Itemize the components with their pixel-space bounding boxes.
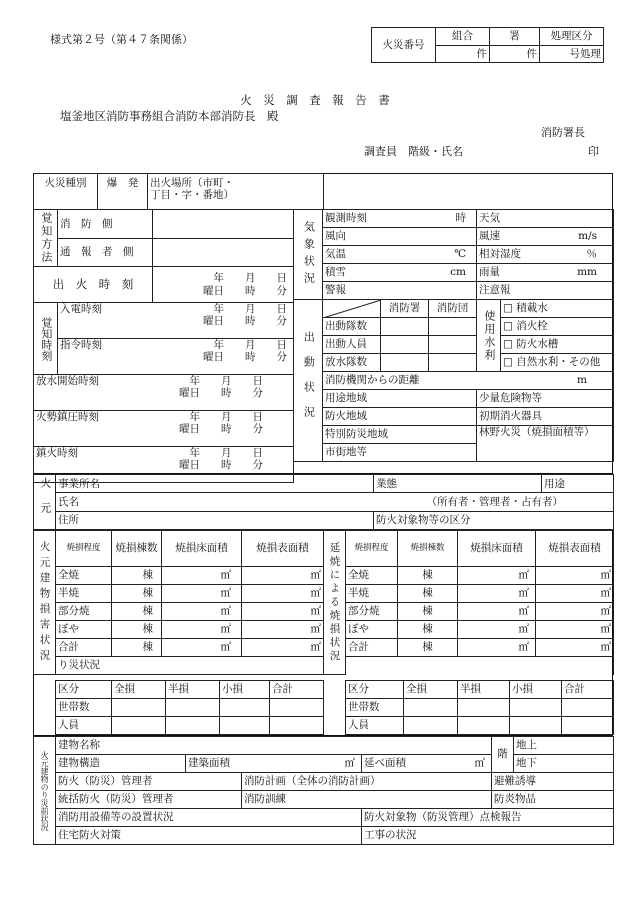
right-degree-header: 焼損程度 — [346, 531, 398, 567]
dispatch-persons-station[interactable] — [381, 336, 429, 354]
origin-place-label: 出火場所（市町・ — [150, 177, 234, 189]
humidity[interactable]: 相対湿度 ％ — [477, 246, 614, 264]
inspection-report[interactable]: 防火対象物（防災管理）点検報告 — [362, 809, 614, 827]
dispatch-units-label: 出動隊数 — [323, 318, 381, 336]
outbreak-time-label: 出 火 時 刻 — [34, 267, 153, 303]
page-title: 火 災 調 査 報 告 書 — [240, 93, 390, 107]
outbreak-time-value[interactable]: 年 月 日 曜日 時 分 — [153, 267, 294, 303]
damage-right-label: 延焼による焼損状況 — [324, 531, 346, 675]
union-count[interactable]: 件 — [436, 45, 490, 63]
investigator-label: 調査員 階級・氏名 — [364, 145, 463, 158]
header-union: 組合 — [436, 28, 490, 46]
total-floor-area[interactable]: 延べ面積 ㎡ — [362, 755, 492, 773]
fire-number-box — [371, 27, 604, 63]
alarm[interactable]: 警報 — [323, 282, 477, 300]
construction-status[interactable]: 工事の状況 — [362, 827, 614, 845]
tel-time[interactable]: 入電時刻 年 月 日 曜日 時 分 — [58, 303, 294, 339]
left-degree-header: 焼損程度 — [56, 531, 112, 567]
dispatch-persons-label: 出動人員 — [323, 336, 381, 354]
evacuation[interactable]: 避難誘導 — [492, 773, 614, 791]
damage-left-label: 火元建物損害状況 — [34, 531, 56, 675]
dispatch-units-station[interactable] — [381, 318, 429, 336]
right-row-label: 合計 — [346, 639, 398, 657]
wind-speed[interactable]: 風速 m/s — [477, 228, 614, 246]
left-floor-header: 焼損床面積 — [162, 531, 242, 567]
right-row-label: ぼや — [346, 621, 398, 639]
diagonal-line-icon — [323, 300, 381, 318]
fire-type-label: 火災種別 — [34, 174, 98, 210]
damage-left-table: 火元建物損害状況 焼損程度 焼損棟数 焼損床面積 焼損表面積 全焼 棟 ㎡ ㎡ 半焼 棟 ㎡ ㎡ 部分焼 棟 ㎡ ㎡ ぼや 棟 ㎡ ㎡ 合計 棟 ㎡ ㎡ り災状況 — [33, 530, 324, 675]
right-floor-header: 焼損床面積 — [458, 531, 536, 567]
water-units-corps[interactable] — [429, 354, 477, 372]
dispatch-units-corps[interactable] — [429, 318, 477, 336]
water-units-station[interactable] — [381, 354, 429, 372]
snow[interactable]: 積雪 cm — [323, 264, 477, 282]
left-surface-header: 焼損表面積 — [242, 531, 324, 567]
origin-place-label-2: 丁目・字・番地） — [150, 189, 234, 202]
forest-fire[interactable]: 林野火災（焼損面積等） — [477, 426, 614, 462]
left-count-header: 焼損棟数 — [112, 531, 162, 567]
fire-number-label: 火災番号 — [372, 28, 436, 63]
origin-address[interactable]: 住所 — [56, 511, 374, 529]
office-name[interactable]: 事業所名 — [56, 475, 374, 493]
building-label: 火元建物のり災前状況 — [34, 737, 56, 845]
water-tank[interactable]: □ 防火水槽 — [501, 336, 614, 354]
addressee: 塩釜地区消防事務組合消防本部消防長 殿 — [60, 109, 279, 123]
floors-above[interactable]: 地上 — [514, 737, 614, 755]
command-time[interactable]: 指令時刻 年 月 日 曜日 時 分 — [58, 339, 294, 375]
dispatch-label: 出動状況 — [294, 300, 323, 462]
building-area[interactable]: 建築面積 ㎡ — [186, 755, 362, 773]
water-natural[interactable]: □ 自然水利・その他 — [501, 354, 614, 372]
origin-label: 火元 — [34, 475, 56, 530]
building-structure[interactable]: 建物構造 — [56, 755, 186, 773]
use-zone[interactable]: 用途地域 — [323, 390, 477, 408]
processing-number[interactable]: 号処理 — [540, 45, 604, 63]
seal-mark: 印 — [588, 145, 599, 158]
damage-right-table: 延焼による焼損状況 焼損程度 焼損棟数 焼損床面積 焼損表面積 全焼 棟 ㎡ ㎡ 半焼 棟 ㎡ ㎡ 部分焼 棟 ㎡ ㎡ ぼや 棟 ㎡ ㎡ 合計 棟 ㎡ ㎡ — [323, 530, 614, 675]
households-left: 世帯数 — [56, 699, 112, 717]
special-zone[interactable]: 特別防災地域 — [323, 426, 477, 444]
discovery-fire-dept-value[interactable] — [153, 210, 294, 239]
form-number: 様式第２号（第４７条関係） — [50, 33, 193, 46]
water-loaded[interactable]: □ 積載水 — [501, 300, 614, 318]
dispatch-station-header: 消防署 — [381, 300, 429, 318]
weather-value[interactable]: 天気 — [477, 210, 614, 228]
business-type[interactable]: 業態 — [374, 475, 542, 493]
floors-label: 階 — [492, 737, 514, 773]
extinguish-time[interactable]: 鎮火時刻 年 月 日 曜日 時 分 — [34, 447, 294, 483]
dispatch-diagonal-cell — [323, 300, 381, 318]
urban-area[interactable]: 市街地等 — [323, 444, 477, 462]
object-category[interactable]: 防火対象物等の区分 — [374, 511, 614, 529]
victims-right-table: 区分 全損 半損 小損 合計 世帯数 人員 — [345, 680, 614, 735]
right-count-header: 焼損棟数 — [398, 531, 458, 567]
discovery-method-label: 覚知方法 — [34, 210, 58, 267]
right-row-label: 部分焼 — [346, 603, 398, 621]
weather-dispatch-table — [293, 209, 614, 462]
persons-left: 人員 — [56, 717, 112, 735]
right-row-label: 全焼 — [346, 567, 398, 585]
temperature[interactable]: 気温 ℃ — [323, 246, 477, 264]
station-chief: 消防署長 — [541, 126, 585, 139]
kakuchi-time-label: 覚知時刻 — [34, 303, 58, 375]
water-units-label: 放水隊数 — [323, 354, 381, 372]
flameproof-items[interactable]: 防炎物品 — [492, 791, 614, 809]
header-station: 署 — [490, 28, 540, 46]
station-count[interactable]: 件 — [490, 45, 540, 63]
discovery-reporter-value[interactable] — [153, 238, 294, 267]
distance[interactable]: 消防機関からの距離 m — [323, 372, 614, 390]
joint-fire-manager[interactable]: 統括防火（防災）管理者 — [56, 791, 242, 809]
households-right: 世帯数 — [346, 699, 404, 717]
right-row-label: 半焼 — [346, 585, 398, 603]
obs-time[interactable]: 観測時刻 時 — [323, 210, 477, 228]
advisory[interactable]: 注意報 — [477, 282, 614, 300]
fire-type-table — [33, 173, 324, 210]
left-row-label: 半焼 — [56, 585, 112, 603]
time-table — [33, 209, 294, 483]
rainfall[interactable]: 雨量 mm — [477, 264, 614, 282]
initial-equipment[interactable]: 初期消火器具 — [477, 408, 614, 426]
header-processing: 処理区分 — [540, 28, 604, 46]
left-row-label: 全焼 — [56, 567, 112, 585]
right-surface-header: 焼損表面積 — [536, 531, 614, 567]
origin-table — [33, 474, 614, 530]
fire-manager[interactable]: 防火（防災）管理者 — [56, 773, 242, 791]
left-row-label: 部分焼 — [56, 603, 112, 621]
dispatch-persons-corps[interactable] — [429, 336, 477, 354]
water-hydrant[interactable]: □ 消火栓 — [501, 318, 614, 336]
victims-title-left: り災状況 — [56, 657, 324, 675]
water-start-time[interactable]: 放水開始時刻 年 月 日 曜日 時 分 — [34, 375, 294, 411]
weather-label: 気象状況 — [294, 210, 323, 300]
persons-right: 人員 — [346, 717, 404, 735]
suppression-time[interactable]: 火勢鎮圧時刻 年 月 日 曜日 時 分 — [34, 411, 294, 447]
discovery-reporter: 通 報 者 側 — [58, 238, 153, 267]
left-row-label: 合計 — [56, 639, 112, 657]
dispatch-corps-header: 消防団 — [429, 300, 477, 318]
equipment-status[interactable]: 消防用設備等の設置状況 — [56, 809, 362, 827]
residential-measures[interactable]: 住宅防火対策 — [56, 827, 362, 845]
floors-below[interactable]: 地下 — [514, 755, 614, 773]
person-name[interactable]: 氏名 （所有者・管理者・占有者） — [56, 493, 614, 511]
fire-training[interactable]: 消防訓練 — [242, 791, 492, 809]
victims-left-table: 区分 全損 半損 小損 合計 世帯数 人員 — [55, 680, 324, 735]
use-type[interactable]: 用途 — [542, 475, 614, 493]
discovery-fire-dept: 消 防 側 — [58, 210, 153, 239]
building-table — [33, 736, 614, 845]
fire-zone[interactable]: 防火地域 — [323, 408, 477, 426]
hazmat[interactable]: 少量危険物等 — [477, 390, 614, 408]
water-use-label: 使用水利 — [477, 300, 501, 372]
building-name[interactable]: 建物名称 — [56, 737, 492, 755]
fire-plan[interactable]: 消防計画（全体の消防計画） — [242, 773, 492, 791]
fire-type-value[interactable]: 爆 発 — [98, 174, 148, 210]
left-row-label: ぼや — [56, 621, 112, 639]
wind-direction[interactable]: 風向 — [323, 228, 477, 246]
